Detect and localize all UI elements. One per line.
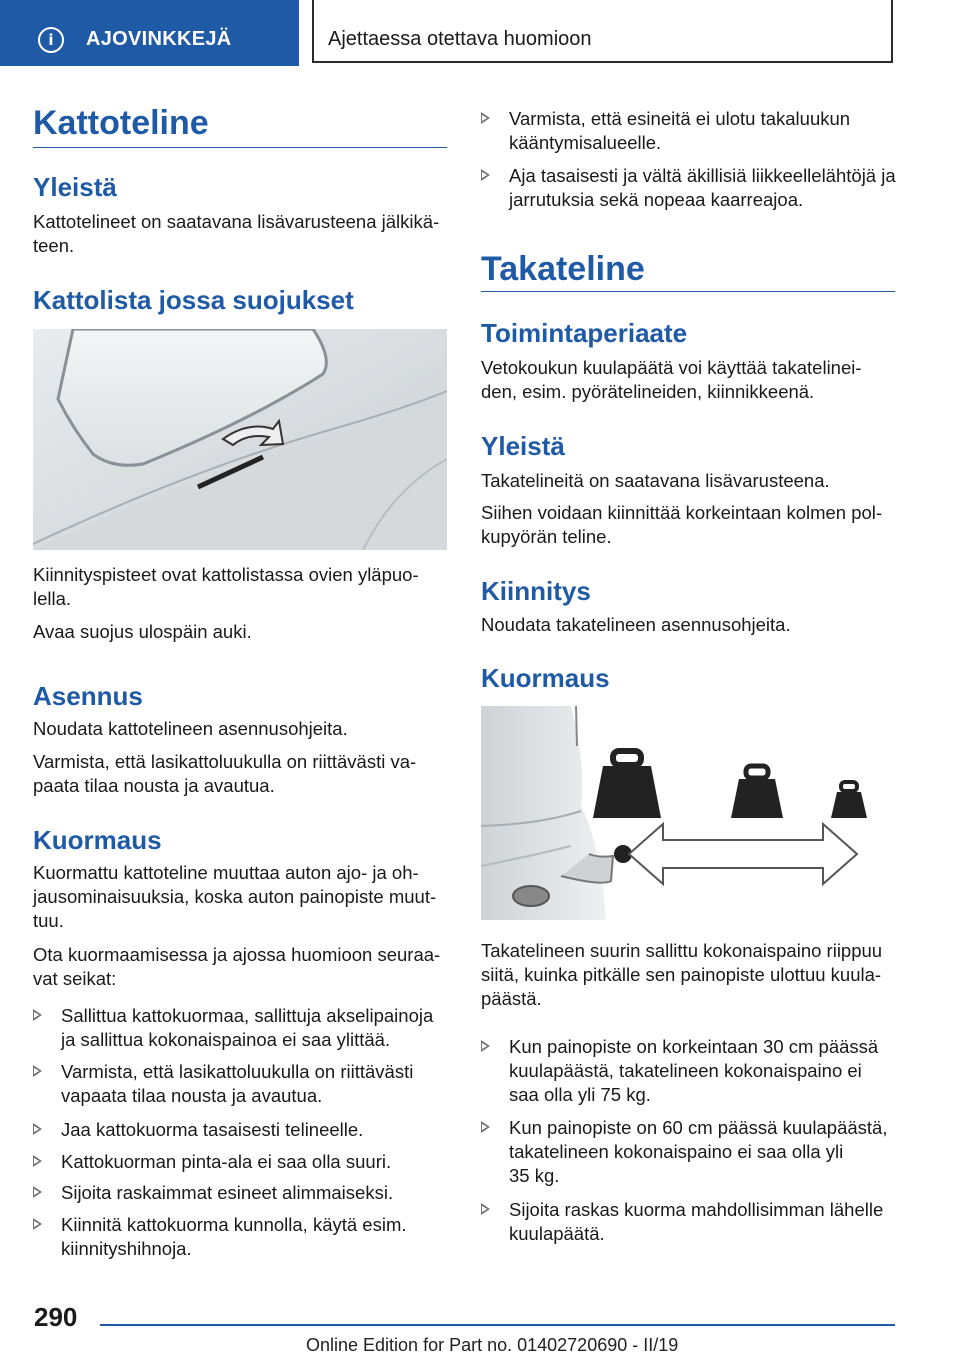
paragraph: Ota kuormaamisessa ja ajossa huomioon seuraa- vat seikat: — [33, 944, 441, 989]
list-item: Varmista, että esineitä ei ulotu takaluukun kääntymisalueelle. — [481, 107, 850, 155]
triangle-bullet-icon — [481, 1040, 490, 1052]
paragraph: Noudata kattotelineen asennusohjeita. — [33, 718, 348, 739]
paragraph: Varmista, että lasikattoluukulla on riittävästi va- paata tilaa nousta ja avautua. — [33, 751, 417, 796]
triangle-bullet-icon — [481, 112, 490, 124]
list-item: Kun painopiste on korkeintaan 30 cm päässä kuulapäästä, takatelineen kokonaispaino ei saa olla yli 75 kg. — [481, 1035, 878, 1107]
caption: Avaa suojus ulospäin auki. — [33, 621, 252, 642]
list-item: Kun painopiste on 60 cm päässä kuulapäästä, takatelineen kokonaispaino ei saa olla yli 35 kg. — [481, 1116, 887, 1188]
list-item: Kattokuorman pinta-ala ei saa olla suuri. — [33, 1150, 391, 1174]
heading-kuormaus: Kuormaus — [33, 825, 162, 855]
tow-bar-load-image — [481, 706, 895, 920]
page-number: 290 — [34, 1302, 78, 1332]
paragraph: Kattotelineet on saatavana lisävarusteena jälkikä- teen. — [33, 211, 440, 256]
list-item: Sallittua kattokuormaa, sallittuja akselipainoja ja sallittua kokonaispainoa ei saa ylittää. — [33, 1004, 433, 1052]
triangle-bullet-icon — [481, 169, 490, 181]
heading-kiinnitys: Kiinnitys — [481, 576, 591, 606]
caption: Kiinnityspisteet ovat kattolistassa ovien yläpuo- lella. — [33, 564, 419, 609]
footer-rule — [100, 1324, 895, 1326]
list-item: Jaa kattokuorma tasaisesti telineelle. — [33, 1118, 363, 1142]
heading-yleista: Yleistä — [33, 172, 117, 202]
paragraph: Takatelineitä on saatavana lisävarusteena. — [481, 470, 830, 491]
list-item: Varmista, että lasikattoluukulla on riittävästi vapaata tilaa nousta ja avautua. — [33, 1060, 413, 1108]
section-tab — [312, 0, 893, 63]
heading-yleista: Yleistä — [481, 431, 565, 461]
heading-kattolista: Kattolista jossa suojukset — [33, 285, 354, 315]
title-rule — [33, 147, 447, 148]
heading-toimintaperiaate: Toimintaperiaate — [481, 318, 688, 348]
heading-kuormaus: Kuormaus — [481, 663, 610, 693]
chapter-tab — [0, 0, 299, 66]
title-takateline: Takateline — [481, 250, 645, 288]
chapter-title: AJOVINKKEJÄ — [86, 28, 232, 50]
triangle-bullet-icon — [33, 1186, 42, 1198]
footer-edition — [306, 1335, 678, 1356]
paragraph: Noudata takatelineen asennusohjeita. — [481, 614, 791, 635]
triangle-bullet-icon — [33, 1009, 42, 1021]
paragraph: Vetokoukun kuulapäätä voi käyttää takatelinei- den, esim. pyörätelineiden, kiinnikkeenä. — [481, 357, 862, 402]
section-title: Ajettaessa otettava huomioon — [328, 28, 592, 50]
triangle-bullet-icon — [33, 1218, 42, 1230]
triangle-bullet-icon — [33, 1123, 42, 1135]
edition-text: Online Edition for Part no. 01402720690 - II/19 — [306, 1335, 679, 1355]
info-circle-icon: i — [38, 27, 64, 53]
paragraph: Kuormattu kattoteline muuttaa auton ajo- ja oh- jausominaisuuksia, koska auton painopiste muut- tuu. — [33, 862, 437, 931]
title-kattoteline: Kattoteline — [33, 104, 209, 142]
list-item: Sijoita raskaimmat esineet alimmaiseksi. — [33, 1181, 393, 1205]
title-rule — [481, 291, 895, 292]
paragraph: Siihen voidaan kiinnittää korkeintaan kolmen pol- kupyörän teline. — [481, 502, 883, 547]
triangle-bullet-icon — [481, 1121, 490, 1133]
list-item: Sijoita raskas kuorma mahdollisimman lähelle kuulapäätä. — [481, 1198, 883, 1246]
caption: Takatelineen suurin sallittu kokonaispaino riippuu siitä, kuinka pitkälle sen painopiste ulottuu kuula- päästä. — [481, 940, 883, 1009]
triangle-bullet-icon — [33, 1155, 42, 1167]
roof-rail-image — [33, 329, 447, 550]
triangle-bullet-icon — [33, 1065, 42, 1077]
list-item: Aja tasaisesti ja vältä äkillisiä liikkeellelähtöjä ja jarrutuksia sekä nopeaa kaarreajoa. — [481, 164, 896, 212]
list-item: Kiinnitä kattokuorma kunnolla, käytä esim. kiinnityshihnoja. — [33, 1213, 407, 1261]
triangle-bullet-icon — [481, 1203, 490, 1215]
heading-asennus: Asennus — [33, 681, 143, 711]
